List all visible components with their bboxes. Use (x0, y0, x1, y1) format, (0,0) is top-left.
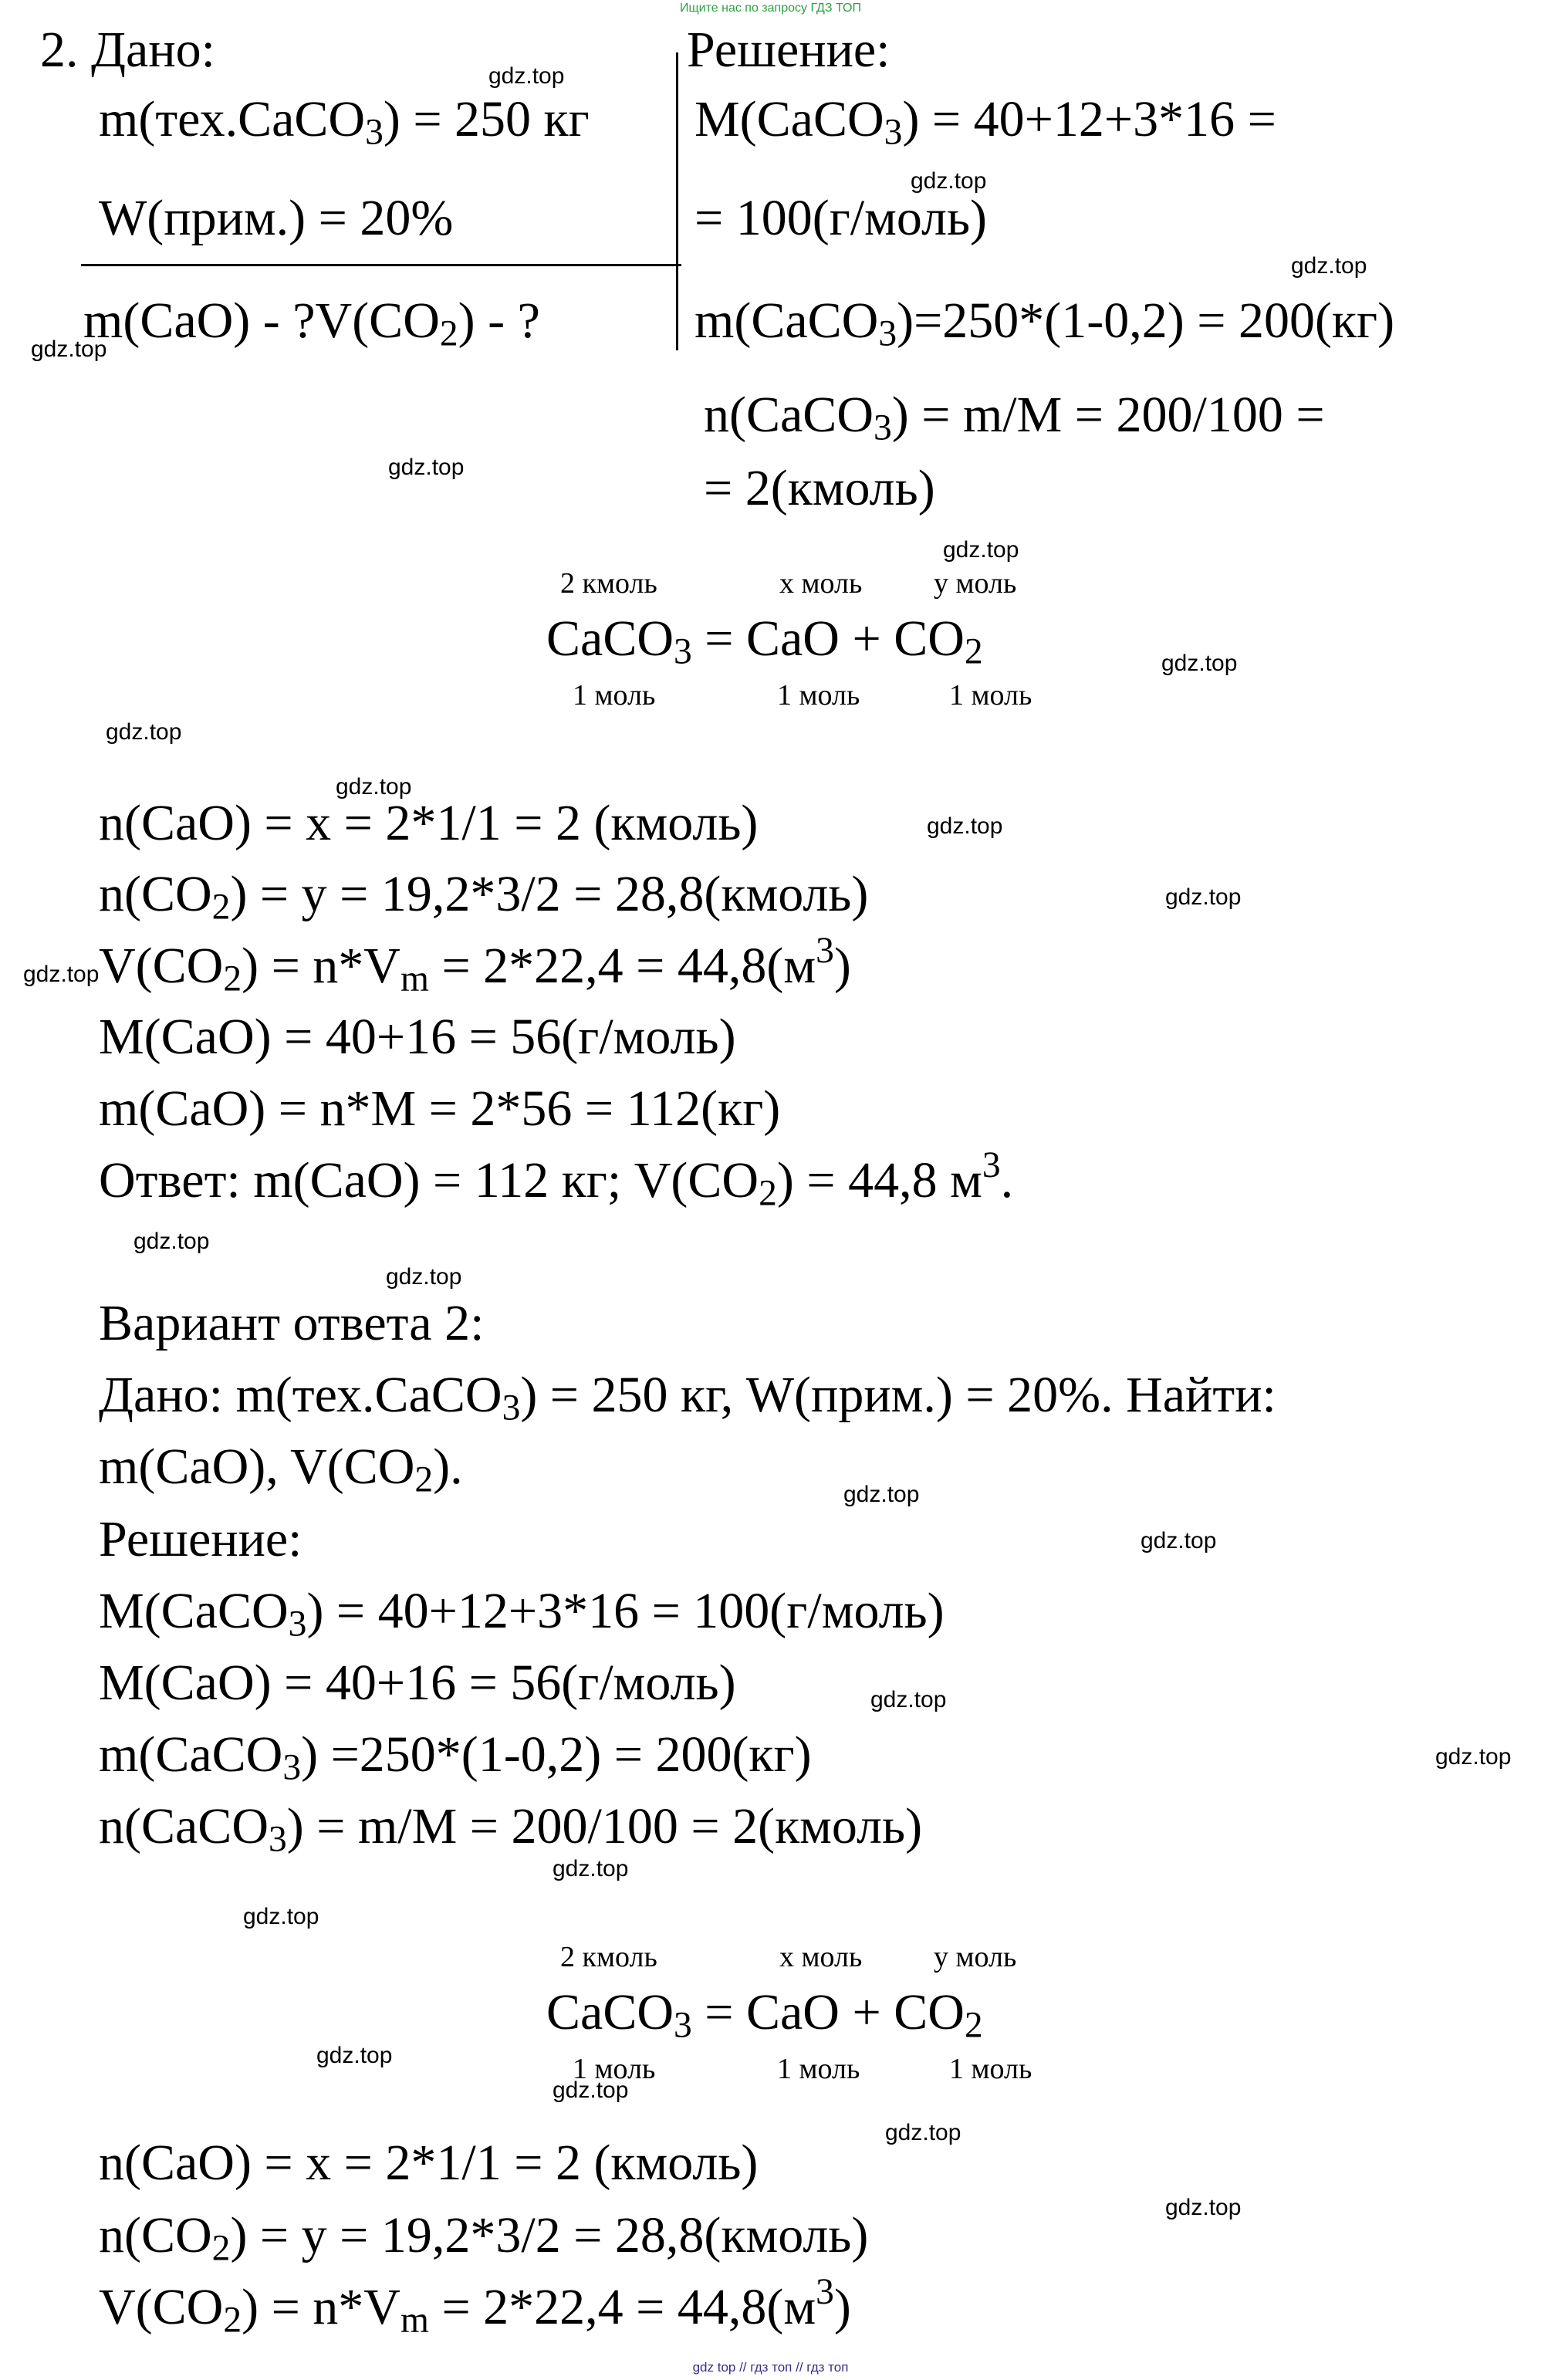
reaction2-below-caco3: 1 моль (573, 2053, 656, 2085)
reaction2-above-caco3: 2 кмоль (560, 1941, 657, 1973)
calc-v-co2: $V(CO_2) = n*V_m = 2*22,4 = 44,8(м^3)$ (99, 930, 851, 999)
pure-mass-caco3: m(CaCO$_3$)=250*(1-0,2) = 200(кг) (694, 292, 1395, 354)
watermark: gdz.top (133, 1229, 210, 1254)
variant2-solution-title: Решение: (99, 1511, 302, 1567)
given-divider (81, 264, 681, 266)
watermark: gdz.top (316, 2043, 393, 2068)
variant2-title: Вариант ответа 2: (99, 1295, 485, 1351)
watermark: gdz.top (1165, 2195, 1242, 2220)
calc2-n-co2: $n(CO_2) = y = 19,2*3/2$ = 28,8(кмоль) (99, 2207, 869, 2269)
header-note: Ищите нас по запросу ГДЗ ТОП (680, 2, 861, 15)
watermark: gdz.top (1141, 1528, 1217, 1553)
watermark: gdz.top (885, 2120, 961, 2145)
moles-caco3: n(CaCO$_3$) = m/M = 200/100 = (704, 387, 1325, 448)
task-title: 2. Дано: (40, 22, 215, 78)
reaction2-equation: CaCO$_3$ = CaO + $CO_2$ (546, 1984, 983, 2046)
watermark: gdz.top (386, 1264, 462, 1290)
reaction-above-cao: x моль (779, 567, 863, 600)
variant2-molar-mass-caco3: M(CaCO$_3$) = 40+12+3*16 = 100(г/моль) (99, 1583, 945, 1645)
reaction2-below-cao: 1 моль (777, 2053, 860, 2085)
variant2-find: m(CaO), $V(CO_2)$. (99, 1438, 463, 1500)
watermark: gdz.top (1291, 253, 1367, 279)
watermark: gdz.top (1161, 651, 1238, 676)
moles-caco3-result: = 2(кмоль) (704, 460, 935, 516)
given-impurity: W(прим.) = 20% (99, 190, 454, 246)
watermark: gdz.top (843, 1482, 920, 1507)
watermark: gdz.top (870, 1687, 947, 1712)
watermark: gdz.top (1435, 1744, 1512, 1770)
footer-note: gdz top // гдз топ // гдз топ (692, 2360, 849, 2375)
find-values: $m(CaO) - ?V(CO_2)$ - ? (83, 292, 540, 354)
watermark: gdz.top (943, 537, 1019, 563)
calc2-n-cao: n(CaO) = x = 2*1/1 = 2 (кмоль) (99, 2135, 759, 2191)
reaction-above-co2: y моль (934, 567, 1017, 600)
watermark: gdz.top (553, 2077, 629, 2103)
reaction-equation: CaCO$_3$ = CaO + $CO_2$ (546, 610, 983, 672)
variant2-pure-mass: m(CaCO$_3$) =250*(1-0,2) = 200(кг) (99, 1726, 812, 1788)
variant2-molar-mass-cao: M(CaO) = 40+16 = 56(г/моль) (99, 1655, 736, 1711)
watermark: gdz.top (553, 1856, 629, 1881)
watermark: gdz.top (23, 962, 100, 987)
variant2-moles: n(CaCO$_3$) = m/M = 200/100 = 2(кмоль) (99, 1798, 923, 1860)
reaction2-above-cao: x моль (779, 1941, 863, 1973)
calc-mass-cao: m(CaO) = n*M = 2*56 = 112(кг) (99, 1080, 781, 1137)
calc2-v-co2: $V(CO_2) = n*V_m = 2*22,4 = 44,8(м^3)$ (99, 2271, 851, 2341)
watermark: gdz.top (31, 336, 107, 362)
watermark: gdz.top (1165, 884, 1242, 910)
watermark: gdz.top (106, 719, 182, 745)
reaction-below-caco3: 1 моль (573, 679, 656, 712)
calc-n-co2: $n(CO_2) = y = 19,2*3/2$ = 28,8(кмоль) (99, 866, 869, 928)
calc-molar-mass-cao: M(CaO) = 40+16 = 56(г/моль) (99, 1009, 736, 1065)
solution-title: Решение: (687, 22, 890, 78)
reaction-below-co2: 1 моль (949, 679, 1032, 712)
molar-mass-caco3: M(CaCO$_3$) = 40+12+3*16 = (694, 91, 1276, 153)
answer: Ответ: m(CaO) = 112 кг; $V(CO_2) = 44,8$ $м^3$. (99, 1144, 1014, 1214)
reaction2-below-co2: 1 моль (949, 2053, 1032, 2085)
watermark: gdz.top (336, 774, 412, 800)
reaction2-above-co2: y моль (934, 1941, 1017, 1973)
molar-mass-caco3-result: = 100(г/моль) (694, 190, 988, 246)
watermark: gdz.top (927, 813, 1003, 839)
given-mass-tech: m(тех.CaCO$_3$) = 250 кг (99, 91, 590, 153)
reaction-above-caco3: 2 кмоль (560, 567, 657, 600)
vertical-divider (676, 52, 678, 350)
variant2-given: Дано: m(тех.CaCO$_3$) = 250 кг, W(прим.) = 20%. Найти: (99, 1367, 1276, 1428)
reaction-below-cao: 1 моль (777, 679, 860, 712)
watermark: gdz.top (911, 168, 987, 194)
calc-n-cao: n(CaO) = x = 2*1/1 = 2 (кмоль) (99, 795, 759, 851)
watermark: gdz.top (388, 455, 465, 480)
watermark: gdz.top (488, 63, 565, 89)
watermark: gdz.top (243, 1904, 319, 1929)
